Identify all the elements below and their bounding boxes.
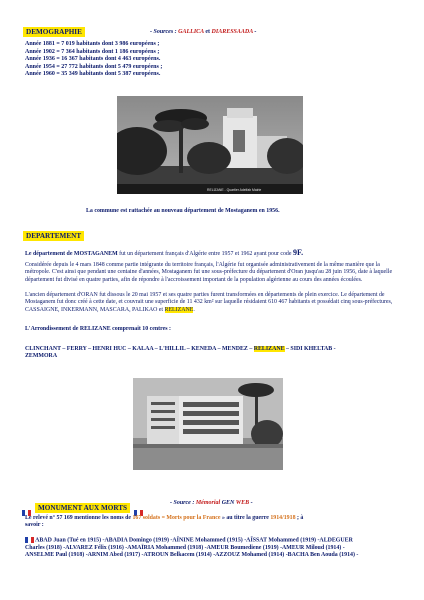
section-heading-departement: DEPARTEMENT: [23, 231, 84, 241]
source-link-memorial[interactable]: Mémorial: [195, 500, 221, 506]
monument-heading-row: [22, 497, 143, 515]
names-line: Charles (1918) -ALVAREZ Félix (1916) -AMAÏRIA Mohammed (1918) -AMEUR Boumediene (1919) -AMEUR Miloud (1914) -: [25, 544, 345, 551]
building-photo: [133, 378, 283, 470]
monument-intro: Le relevé n° 57 169 mentionne les noms de 167 soldats = Morts pour la France » au titre la guerre 1914/1918 ; à savoir :: [25, 515, 304, 529]
population-line: Année 1960 = 35 349 habitants dont 5 387 européens.: [25, 71, 161, 78]
french-flag-icon: [25, 537, 34, 543]
section-heading-monument: MONUMENT AUX MORTS: [35, 503, 130, 513]
soldiers-names-list: [25, 537, 417, 559]
town-hall-photo: [117, 96, 303, 194]
photo-caption-small: RELIZANE - Quartier Adelfab Mairie: [207, 188, 262, 192]
source-link-web[interactable]: WEB: [235, 500, 250, 506]
arrondissement-line: L'Arrondissement de RELIZANE comprenait 10 centres :: [25, 326, 171, 332]
population-line: Année 1881 = 7 019 habitants dont 3 986 européens ;: [25, 41, 160, 47]
monument-source: - Source : Mémorial GEN WEB -: [170, 500, 253, 506]
names-line: ANSELME Paul (1918) -ARNIM Abed (1917) -ATROUN Belkacem (1914) -AZZOUZ Mohamed (1914) -BACHA Ben Aouda (1914) -: [25, 551, 359, 558]
demographie-source: - Sources : GALLICA et DIARESSAADA -: [150, 29, 257, 35]
population-line: Année 1902 = 7 364 habitants dont 1 186 européens ;: [25, 48, 160, 55]
french-flag-icon: [22, 503, 31, 509]
centres-list: CLINCHANT – FERRY – HENRI HUC – KALAA – L'HILLIL – KENEDA – MENDEZ – RELIZANE – SIDI KHELTAB - ZEMMORA: [25, 346, 336, 360]
town-hall-photo-drawing: [117, 96, 303, 194]
departement-history: Considérée depuis le 4 mars 1848 comme partie intégrante du territoire français, l'Algérie fut organisée administrativement de la même manière que la métropole. C'est ainsi que pendant une centaine d'années, Mostaganem fut une sous-préfecture du département d'Oran jusqu'au 28 juin 1956, date à laquelle département fut divisé en quatre parties, afin de répondre à l'accroissement important de la population algérienne au cours des années écoulées.: [25, 262, 393, 283]
relizane-highlight: RELIZANE: [253, 346, 285, 352]
mostaganem-caption: La commune est rattachée au nouveau département de Mostaganem en 1956.: [86, 208, 280, 214]
building-photo-drawing: [133, 378, 283, 470]
population-line: Année 1936 = 16 367 habitants dont 4 463 européens.: [25, 56, 161, 63]
departement-dissolution: L'ancien département d'ORAN fut dissous le 20 mai 1957 et ses quatre parties furent transformées en départements de plein exercice. Le département de Mostaganem fut donc créé à cette date, et couvrait une superficie de 11 432 km² sur laquelle résidaient 610 467 habitants et possédait cinq sous-préfectures, CASSAIGNE, INKERMANN, MASCARA, PALIKAO et RELIZANE.: [25, 292, 393, 313]
names-line: ABAD Juan (Tué en 1915) -ABADIA Domingo (1919) -AÏNINE Mohammed (1915) -AÏSSAT Mohammed (1919) -ALDEGUER: [25, 537, 417, 545]
population-list: [25, 41, 305, 79]
departement-intro: Le département de MOSTAGANEM fut un département français d'Algérie entre 1957 et 1962 ayant pour code 9F.: [25, 248, 304, 257]
section-heading-demographie: DEMOGRAPHIE: [23, 27, 85, 37]
french-flag-icon: [134, 503, 143, 509]
source-link-gallica[interactable]: GALLICA: [178, 29, 204, 35]
population-line: Année 1954 = 27 772 habitants dont 5 479 européens ;: [25, 63, 163, 70]
mostaganem-link[interactable]: MOSTAGANEM: [73, 251, 118, 257]
source-link-diaressaada[interactable]: DIARESSAADA: [211, 29, 253, 35]
relizane-highlight: RELIZANE: [164, 306, 194, 313]
